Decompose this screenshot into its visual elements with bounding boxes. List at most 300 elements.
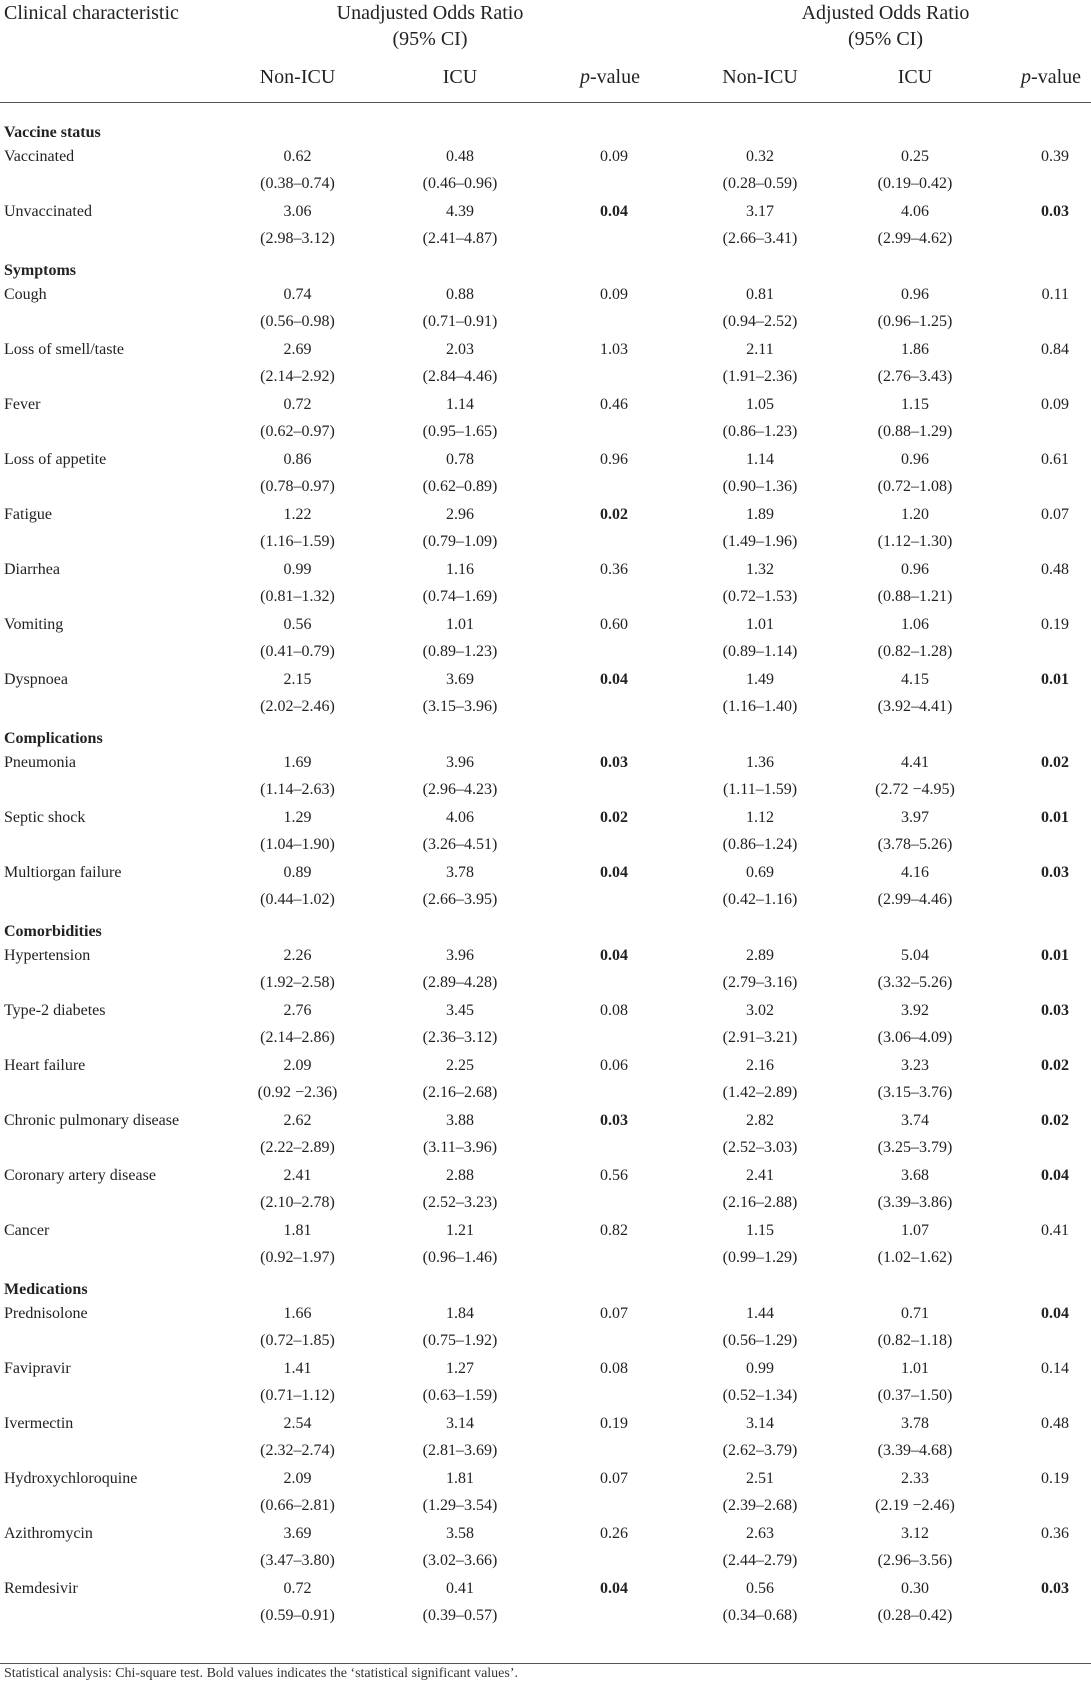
unadj-pvalue: 0.04 — [600, 946, 628, 964]
unadj-nonicu-ci: (2.10–2.78) — [260, 1194, 335, 1211]
adj-nonicu-or: 0.56 — [746, 1579, 774, 1597]
empty-cell — [990, 886, 1091, 914]
adj-nonicu-or: 1.05 — [746, 395, 774, 413]
unadj-icu-ci: (2.84–4.46) — [422, 368, 498, 385]
empty-cell — [0, 473, 210, 501]
spacer — [650, 528, 680, 556]
empty-cell — [0, 1024, 210, 1052]
unadj-nonicu-ci: (0.72–1.85) — [260, 1332, 335, 1349]
table-row — [0, 1217, 1091, 1244]
adj-icu-ci: (2.99–4.62) — [877, 230, 953, 247]
unadj-icu-ci: (0.96–1.46) — [422, 1249, 498, 1266]
unadj-icu-or: 0.41 — [446, 1579, 474, 1597]
table-row-ci — [0, 1382, 1091, 1410]
adj-icu-ci: (3.06–4.09) — [877, 1029, 953, 1046]
spacer — [650, 1410, 680, 1437]
characteristic-name: Chronic pulmonary disease — [4, 1111, 180, 1129]
unadj-icu-or: 1.21 — [446, 1221, 474, 1239]
adj-pvalue: 0.19 — [1041, 1469, 1070, 1487]
empty-cell — [990, 170, 1091, 198]
unadj-nonicu-ci: (1.16–1.59) — [260, 533, 335, 550]
unadj-pvalue: 0.02 — [600, 808, 628, 826]
adj-icu-ci: (0.88–1.29) — [877, 423, 953, 440]
adj-nonicu-or: 0.81 — [746, 285, 774, 303]
footer-divider — [0, 1663, 1091, 1664]
adj-icu-or: 4.06 — [901, 202, 929, 220]
characteristic-name: Vaccinated — [4, 147, 75, 165]
empty-cell — [990, 528, 1091, 556]
adj-icu-ci: (0.88–1.21) — [877, 588, 953, 605]
adj-pvalue: 0.09 — [1041, 395, 1070, 413]
unadj-nonicu-ci: (0.38–0.74) — [260, 175, 335, 192]
unadj-icu-ci: (0.75–1.92) — [422, 1332, 498, 1349]
unadj-nonicu-ci: (1.14–2.63) — [260, 781, 335, 798]
empty-cell — [0, 1382, 210, 1410]
characteristic-name: Coronary artery disease — [4, 1166, 156, 1184]
unadj-icu-ci: (0.71–0.91) — [422, 313, 498, 330]
unadj-nonicu-or: 2.09 — [283, 1469, 312, 1487]
unadjusted-group-header: Unadjusted Odds Ratio (95% CI) — [336, 2, 524, 50]
table-row-ci — [0, 1189, 1091, 1217]
table-row-ci — [0, 693, 1091, 721]
section-row — [0, 115, 1091, 143]
empty-cell — [990, 1382, 1091, 1410]
unadj-icu-or: 3.58 — [446, 1524, 474, 1542]
unadj-pvalue: 0.96 — [600, 450, 628, 468]
unadj-nonicu-or: 3.06 — [283, 202, 312, 220]
adj-nonicu-ci: (0.86–1.24) — [722, 836, 798, 853]
characteristic-name: Heart failure — [4, 1056, 86, 1074]
empty-cell — [990, 638, 1091, 666]
spacer — [650, 1300, 680, 1327]
empty-cell — [535, 1437, 650, 1465]
characteristic-name: Hypertension — [4, 946, 91, 964]
empty-cell — [535, 170, 650, 198]
adj-nonicu-or: 1.12 — [746, 808, 774, 826]
characteristic-name: Diarrhea — [4, 560, 60, 578]
empty-cell — [0, 363, 210, 391]
unadj-nonicu-or: 2.76 — [283, 1001, 312, 1019]
adj-nonicu-or: 0.99 — [746, 1359, 774, 1377]
adj-nonicu-ci: (2.16–2.88) — [722, 1194, 798, 1211]
table-body — [0, 115, 1091, 1630]
table-row — [0, 556, 1091, 583]
adj-nonicu-ci: (0.72–1.53) — [722, 588, 798, 605]
section-title: Complications — [4, 730, 103, 747]
adj-icu-ci: (0.82–1.28) — [877, 643, 953, 660]
adj-nonicu-ci: (1.16–1.40) — [722, 698, 798, 715]
table-row-ci — [0, 1492, 1091, 1520]
spacer — [650, 1134, 680, 1162]
unadj-nonicu-or: 1.81 — [283, 1221, 312, 1239]
unadj-icu-or: 3.14 — [446, 1414, 474, 1432]
adj-nonicu-or: 1.49 — [746, 670, 774, 688]
adj-icu-ci: (3.25–3.79) — [877, 1139, 953, 1156]
empty-cell — [990, 418, 1091, 446]
empty-cell — [0, 1079, 210, 1107]
empty-cell — [990, 225, 1091, 253]
unadj-pvalue: 0.04 — [600, 670, 628, 688]
empty-cell — [990, 1024, 1091, 1052]
adj-icu-ci: (2.72 −4.95) — [875, 781, 955, 798]
spacer — [650, 143, 680, 170]
adj-pvalue: 0.04 — [1041, 1304, 1070, 1322]
characteristic-name: Cancer — [4, 1221, 50, 1239]
spacer — [650, 198, 680, 225]
empty-cell — [990, 1437, 1091, 1465]
adj-icu-ci: (0.72–1.08) — [877, 478, 953, 495]
characteristic-name: Fever — [4, 395, 41, 413]
spacer — [650, 1437, 680, 1465]
adj-pvalue: 0.36 — [1041, 1524, 1070, 1542]
unadj-nonicu-ci: (1.92–2.58) — [260, 974, 335, 991]
unadj-nonicu-ci: (2.32–2.74) — [260, 1442, 335, 1459]
table-row-ci — [0, 831, 1091, 859]
table-row — [0, 749, 1091, 776]
table-row — [0, 1465, 1091, 1492]
table-row-ci — [0, 1024, 1091, 1052]
empty-cell — [535, 1134, 650, 1162]
unadj-nonicu-or: 2.54 — [283, 1414, 312, 1432]
adj-icu-ci: (0.19–0.42) — [877, 175, 953, 192]
adj-nonicu-ci: (2.62–3.79) — [722, 1442, 798, 1459]
unadj-icu-or: 1.16 — [446, 560, 474, 578]
table-row — [0, 666, 1091, 693]
unadj-nonicu-ci: (0.81–1.32) — [260, 588, 335, 605]
adj-icu-or: 3.92 — [901, 1001, 929, 1019]
unadj-nonicu-or: 2.09 — [283, 1056, 312, 1074]
unadj-icu-ci: (2.66–3.95) — [422, 891, 498, 908]
characteristic-name: Vomiting — [4, 615, 64, 633]
empty-cell — [535, 1382, 650, 1410]
unadj-pvalue: 0.46 — [600, 395, 628, 413]
adj-icu-or: 5.04 — [901, 946, 929, 964]
adj-icu-or: 1.07 — [901, 1221, 929, 1239]
empty-cell — [0, 1547, 210, 1575]
unadj-nonicu-or: 1.29 — [283, 808, 312, 826]
unadj-icu-ci: (2.41–4.87) — [422, 230, 498, 247]
spacer — [650, 693, 680, 721]
unadj-icu-or: 3.78 — [446, 863, 474, 881]
adj-pvalue: 0.01 — [1041, 670, 1070, 688]
adj-nonicu-or: 1.15 — [746, 1221, 774, 1239]
empty-cell — [0, 886, 210, 914]
adj-pvalue: 0.02 — [1041, 753, 1070, 771]
adj-icu-or: 1.20 — [901, 505, 929, 523]
unadj-nonicu-or: 2.15 — [283, 670, 312, 688]
adj-pvalue: 0.41 — [1041, 1221, 1070, 1239]
empty-cell — [990, 363, 1091, 391]
spacer — [650, 886, 680, 914]
adj-nonicu-ci: (2.44–2.79) — [722, 1552, 798, 1569]
unadj-pvalue: 0.06 — [600, 1056, 628, 1074]
adj-nonicu-ci: (1.91–2.36) — [722, 368, 798, 385]
unadj-icu-ci: (2.52–3.23) — [422, 1194, 498, 1211]
empty-cell — [535, 1189, 650, 1217]
empty-cell — [535, 1244, 650, 1272]
unadj-icu-or: 1.81 — [446, 1469, 474, 1487]
adj-icu-or: 3.74 — [901, 1111, 929, 1129]
adj-icu-or: 0.71 — [901, 1304, 929, 1322]
adj-icu-ci: (1.12–1.30) — [877, 533, 953, 550]
characteristic-name: Loss of smell/taste — [4, 340, 124, 358]
unadj-nonicu-ci: (0.41–0.79) — [260, 643, 335, 660]
unadj-nonicu-or: 0.72 — [283, 1579, 312, 1597]
unadj-icu-ci: (3.02–3.66) — [422, 1552, 498, 1569]
table-row — [0, 859, 1091, 886]
characteristic-name: Pneumonia — [4, 753, 76, 771]
unadj-pvalue: 0.07 — [600, 1469, 628, 1487]
unadj-nonicu-or: 0.74 — [283, 285, 312, 303]
spacer — [650, 556, 680, 583]
spacer — [650, 666, 680, 693]
spacer — [650, 1602, 680, 1630]
spacer — [650, 1052, 680, 1079]
spacer — [650, 1107, 680, 1134]
empty-cell — [0, 1602, 210, 1630]
unadj-icu-or: 1.84 — [446, 1304, 474, 1322]
spacer — [650, 170, 680, 198]
adj-nonicu-or: 1.36 — [746, 753, 774, 771]
unadj-pvalue: 0.08 — [600, 1359, 628, 1377]
spacer — [650, 473, 680, 501]
unadj-pvalue: 0.08 — [600, 1001, 628, 1019]
adjusted-group-header: Adjusted Odds Ratio (95% CI) — [801, 2, 970, 50]
empty-cell — [990, 776, 1091, 804]
adj-nonicu-or: 2.41 — [746, 1166, 774, 1184]
header-row-2 — [0, 52, 1091, 102]
unadj-icu-or: 3.88 — [446, 1111, 474, 1129]
table-row — [0, 336, 1091, 363]
col-unadj-nonicu: Non-ICU — [259, 65, 336, 88]
table-row — [0, 143, 1091, 170]
adj-nonicu-or: 1.89 — [746, 505, 774, 523]
unadj-icu-ci: (2.81–3.69) — [422, 1442, 498, 1459]
unadj-nonicu-or: 2.26 — [283, 946, 312, 964]
col-adj-pvalue: p-value — [1021, 65, 1082, 88]
unadj-pvalue: 0.56 — [600, 1166, 628, 1184]
empty-cell — [535, 363, 650, 391]
spacer — [650, 749, 680, 776]
empty-cell — [535, 776, 650, 804]
unadj-nonicu-or: 1.69 — [283, 753, 312, 771]
unadj-icu-or: 0.48 — [446, 147, 474, 165]
spacer — [650, 1355, 680, 1382]
adj-nonicu-ci: (0.56–1.29) — [722, 1332, 798, 1349]
adj-icu-ci: (2.19 −2.46) — [875, 1497, 955, 1514]
spacer — [650, 1162, 680, 1189]
characteristic-name: Azithromycin — [4, 1524, 93, 1542]
adj-nonicu-or: 1.32 — [746, 560, 774, 578]
unadj-pvalue: 0.26 — [600, 1524, 628, 1542]
adj-icu-ci: (2.96–3.56) — [877, 1552, 953, 1569]
table-row-ci — [0, 1244, 1091, 1272]
unadj-icu-ci: (0.46–0.96) — [422, 175, 498, 192]
adj-nonicu-or: 3.02 — [746, 1001, 774, 1019]
characteristic-name: Septic shock — [4, 808, 86, 826]
unadj-nonicu-ci: (0.92–1.97) — [260, 1249, 335, 1266]
table-row — [0, 1162, 1091, 1189]
empty-cell — [990, 1547, 1091, 1575]
empty-cell — [990, 693, 1091, 721]
unadj-nonicu-or: 2.69 — [283, 340, 312, 358]
empty-cell — [0, 1327, 210, 1355]
col-adj-nonicu: Non-ICU — [722, 65, 798, 88]
characteristic-name: Type-2 diabetes — [4, 1001, 106, 1019]
table-row — [0, 1107, 1091, 1134]
unadj-nonicu-ci: (2.22–2.89) — [260, 1139, 335, 1156]
adj-nonicu-ci: (0.99–1.29) — [722, 1249, 798, 1266]
unadj-pvalue: 0.60 — [600, 615, 628, 633]
spacer — [650, 1327, 680, 1355]
adj-icu-or: 3.68 — [901, 1166, 929, 1184]
empty-cell — [0, 693, 210, 721]
adj-icu-or: 4.16 — [901, 863, 929, 881]
adj-icu-ci: (0.28–0.42) — [877, 1607, 953, 1624]
empty-cell — [0, 831, 210, 859]
adj-pvalue: 0.03 — [1041, 1579, 1070, 1597]
unadj-icu-ci: (2.96–4.23) — [422, 781, 498, 798]
unadj-icu-ci: (2.36–3.12) — [422, 1029, 498, 1046]
adj-icu-ci: (3.32–5.26) — [877, 974, 953, 991]
empty-cell — [535, 886, 650, 914]
table-row — [0, 198, 1091, 225]
unadj-nonicu-or: 1.66 — [283, 1304, 312, 1322]
spacer — [650, 1492, 680, 1520]
adj-pvalue: 0.02 — [1041, 1111, 1070, 1129]
empty-cell — [0, 308, 210, 336]
empty-cell — [535, 308, 650, 336]
unadj-icu-or: 4.06 — [446, 808, 474, 826]
spacer — [650, 336, 680, 363]
empty-cell — [535, 418, 650, 446]
adj-nonicu-ci: (0.28–0.59) — [722, 175, 798, 192]
adj-pvalue: 0.03 — [1041, 863, 1070, 881]
adj-nonicu-or: 1.44 — [746, 1304, 774, 1322]
section-title: Comorbidities — [4, 923, 102, 940]
spacer — [650, 1217, 680, 1244]
unadj-icu-ci: (0.74–1.69) — [422, 588, 498, 605]
unadj-icu-ci: (0.39–0.57) — [422, 1607, 498, 1624]
table-row — [0, 1520, 1091, 1547]
table-row-ci — [0, 776, 1091, 804]
adj-pvalue: 0.39 — [1041, 147, 1070, 165]
characteristic-name: Loss of appetite — [4, 450, 107, 468]
adj-pvalue: 0.04 — [1041, 1166, 1070, 1184]
empty-cell — [0, 583, 210, 611]
characteristic-name: Fatigue — [4, 505, 52, 523]
adj-nonicu-ci: (0.42–1.16) — [722, 891, 798, 908]
spacer — [650, 942, 680, 969]
table-row — [0, 804, 1091, 831]
characteristic-name: Hydroxychloroquine — [4, 1469, 138, 1487]
empty-cell — [990, 1189, 1091, 1217]
table-row-ci — [0, 528, 1091, 556]
adj-icu-ci: (3.39–4.68) — [877, 1442, 953, 1459]
unadj-icu-or: 3.69 — [446, 670, 474, 688]
spacer — [650, 583, 680, 611]
spacer — [650, 1244, 680, 1272]
empty-cell — [990, 308, 1091, 336]
table-row-ci — [0, 473, 1091, 501]
unadj-nonicu-or: 0.99 — [283, 560, 312, 578]
adj-nonicu-ci: (0.52–1.34) — [722, 1387, 798, 1404]
spacer — [650, 804, 680, 831]
adj-icu-ci: (3.92–4.41) — [877, 698, 953, 715]
table-row — [0, 391, 1091, 418]
unadj-nonicu-or: 0.62 — [283, 147, 312, 165]
unadj-nonicu-ci: (0.78–0.97) — [260, 478, 335, 495]
adj-pvalue: 0.01 — [1041, 808, 1070, 826]
adj-icu-or: 2.33 — [901, 1469, 929, 1487]
unadj-icu-or: 2.03 — [446, 340, 474, 358]
spacer — [650, 1575, 680, 1602]
adj-icu-ci: (3.15–3.76) — [877, 1084, 953, 1101]
unadj-nonicu-ci: (2.14–2.92) — [260, 368, 335, 385]
table-row-ci — [0, 1602, 1091, 1630]
unadj-nonicu-ci: (0.71–1.12) — [260, 1387, 335, 1404]
empty-cell — [535, 969, 650, 997]
empty-cell — [535, 225, 650, 253]
table-row-ci — [0, 1547, 1091, 1575]
table-row — [0, 281, 1091, 308]
unadj-nonicu-or: 0.72 — [283, 395, 312, 413]
empty-cell — [535, 1547, 650, 1575]
adj-icu-or: 1.06 — [901, 615, 929, 633]
empty-cell — [535, 1024, 650, 1052]
empty-cell — [535, 1602, 650, 1630]
spacer — [650, 859, 680, 886]
table-row — [0, 942, 1091, 969]
empty-cell — [535, 693, 650, 721]
empty-cell — [0, 1189, 210, 1217]
adj-icu-or: 3.97 — [901, 808, 929, 826]
row-label-header: Clinical characteristic — [4, 2, 179, 24]
adj-icu-or: 3.12 — [901, 1524, 929, 1542]
adj-icu-ci: (0.96–1.25) — [877, 313, 953, 330]
unadj-icu-or: 1.14 — [446, 395, 474, 413]
unadj-icu-ci: (2.89–4.28) — [422, 974, 498, 991]
adj-nonicu-or: 1.14 — [746, 450, 774, 468]
empty-cell — [535, 1079, 650, 1107]
unadj-nonicu-ci: (2.98–3.12) — [260, 230, 335, 247]
empty-cell — [990, 1327, 1091, 1355]
unadj-icu-ci: (0.62–0.89) — [422, 478, 498, 495]
unadj-pvalue: 0.36 — [600, 560, 628, 578]
spacer — [650, 1079, 680, 1107]
empty-cell — [535, 528, 650, 556]
adj-nonicu-or: 2.51 — [746, 1469, 774, 1487]
spacer — [650, 831, 680, 859]
unadj-pvalue: 0.04 — [600, 863, 628, 881]
unadj-nonicu-ci: (2.02–2.46) — [260, 698, 335, 715]
unadj-nonicu-or: 1.22 — [283, 505, 312, 523]
spacer — [650, 363, 680, 391]
spacer — [650, 969, 680, 997]
empty-cell — [990, 831, 1091, 859]
unadj-nonicu-ci: (2.14–2.86) — [260, 1029, 335, 1046]
unadj-nonicu-ci: (0.44–1.02) — [260, 891, 335, 908]
table-row — [0, 1355, 1091, 1382]
adj-nonicu-ci: (0.86–1.23) — [722, 423, 798, 440]
adj-nonicu-ci: (0.90–1.36) — [722, 478, 798, 495]
empty-cell — [535, 1327, 650, 1355]
empty-cell — [0, 528, 210, 556]
characteristic-name: Unvaccinated — [4, 202, 92, 220]
adj-pvalue: 0.19 — [1041, 615, 1070, 633]
adj-icu-ci: (0.37–1.50) — [877, 1387, 953, 1404]
unadj-nonicu-or: 2.62 — [283, 1111, 312, 1129]
